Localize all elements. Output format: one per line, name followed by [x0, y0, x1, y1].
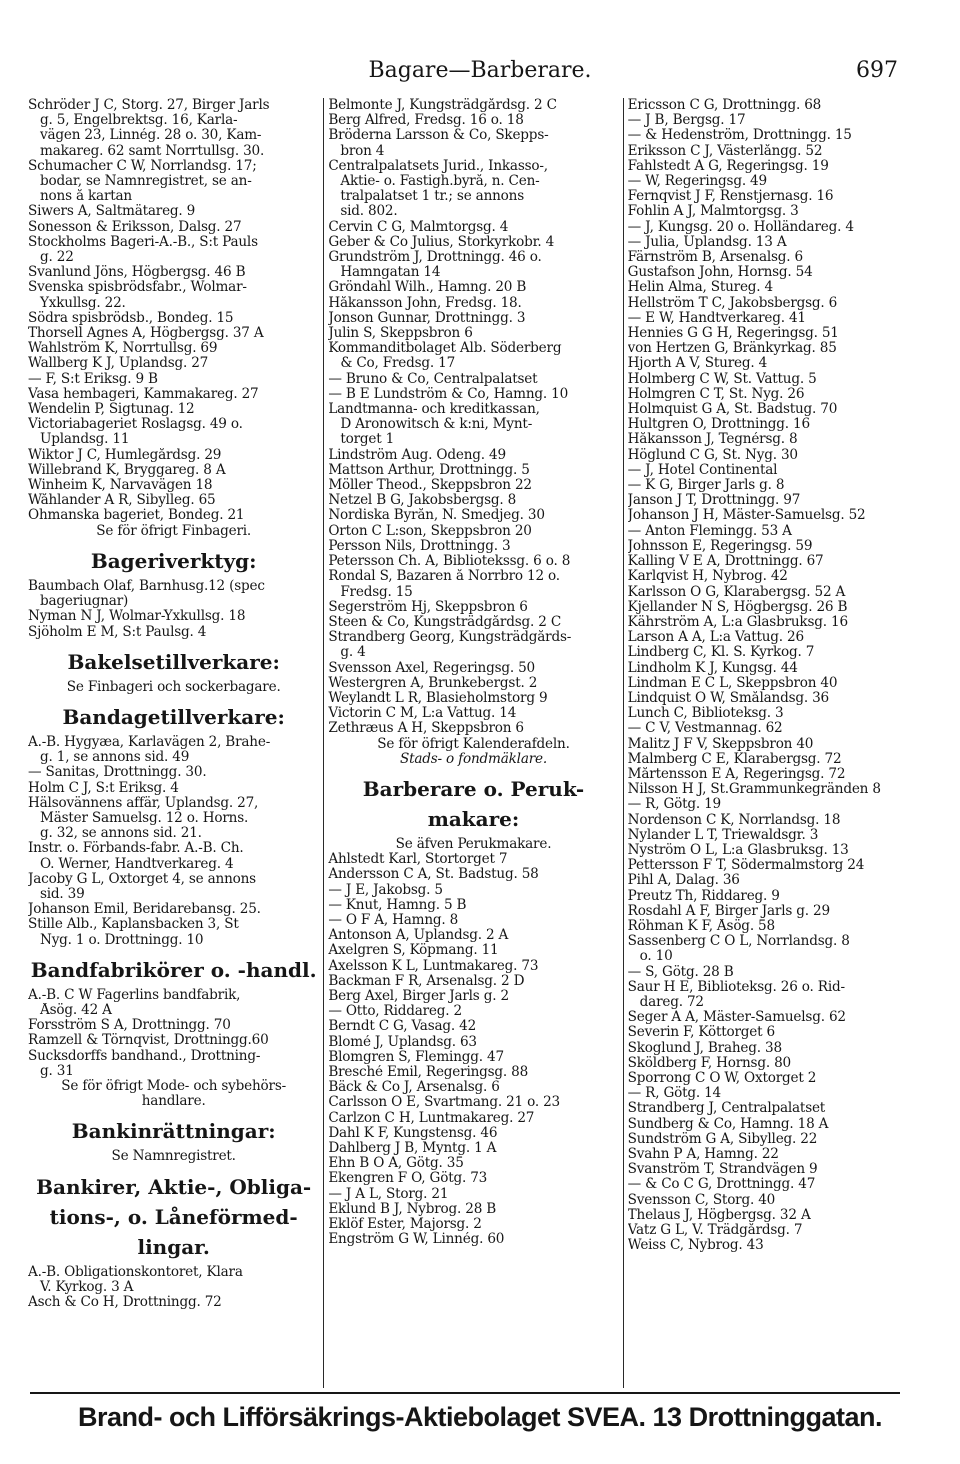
directory-entry: Bresché Emil, Regeringsg. 88 — [328, 1064, 529, 1080]
directory-entry: Nordiska Byrån, N. Smedjeg. 30 — [328, 508, 545, 524]
directory-entry: sid. 39 — [40, 886, 85, 902]
directory-entry: Sonesson & Eriksson, Dalsg. 27 — [28, 219, 242, 235]
directory-entry: Sköldberg F, Hornsg. 80 — [627, 1055, 791, 1071]
directory-entry: — J, Hotel Continental — [627, 462, 778, 478]
directory-entry: — O F A, Hamng. 8 — [328, 912, 459, 928]
directory-entry: Dahl K F, Kungstensg. 46 — [328, 1125, 498, 1141]
directory-entry: Weiss C, Nybrog. 43 — [627, 1238, 764, 1254]
directory-entry: Sundström G A, Sibylleg. 22 — [627, 1131, 818, 1147]
directory-entry: — S, Götg. 28 B — [627, 964, 734, 980]
directory-entry: Holmberg C W, St. Vattug. 5 — [627, 371, 817, 387]
directory-entry: handlare. — [141, 1094, 206, 1110]
directory-entry: Hamngatan 14 — [340, 265, 441, 281]
directory-entry: Kommanditbolaget Alb. Söderberg — [328, 341, 562, 357]
directory-entry: Grundström J, Drottningg. 46 o. — [328, 250, 542, 266]
directory-entry: dareg. 72 — [639, 994, 704, 1010]
directory-entry: Janson J T, Drottningg. 97 — [627, 493, 801, 509]
directory-entry: Wahlström K, Norrtullsg. 69 — [28, 341, 218, 357]
directory-entry: g. 1, se annons sid. 49 — [40, 750, 190, 766]
directory-entry: Nylander L T, Triewaldsgr. 3 — [627, 827, 819, 843]
section-heading: Bageriverktyg: — [90, 548, 257, 573]
directory-entry: Fernqvist J F, Renstjernasg. 16 — [627, 189, 834, 205]
directory-entry: Helin Alma, Stureg. 4 — [627, 280, 773, 296]
directory-entry: Hjorth A V, Stureg. 4 — [627, 356, 768, 372]
directory-entry: Centralpalatsets Jurid., Inkasso-, — [328, 158, 548, 174]
directory-entry: Röhman K F, Åsög. 58 — [627, 918, 775, 934]
directory-entry: Instr. o. Förbands-fabr. A.-B. Ch. — [28, 841, 244, 857]
directory-entry: Bröderna Larsson & Co, Skepps- — [328, 128, 549, 144]
directory-entry: Ahlstedt Karl, Stortorget 7 — [328, 852, 508, 868]
directory-entry: Landtmanna- och kreditkassan, — [328, 402, 540, 418]
directory-entry: sid. 802. — [340, 204, 398, 220]
directory-entry: Backman F R, Arsenalsg. 2 D — [328, 973, 525, 989]
directory-entry: Sassenberg C O L, Norrlandsg. 8 — [627, 934, 850, 950]
directory-entry: Vasa hembageri, Kammakareg. 27 — [28, 386, 259, 402]
directory-entry: — K G, Birger Jarls g. 8 — [627, 478, 785, 494]
directory-entry: Wallberg K J, Uplandsg. 27 — [28, 356, 209, 372]
directory-entry: Lindman E C L, Skeppsbron 40 — [627, 675, 838, 691]
section-heading: Bankinrättningar: — [71, 1119, 276, 1144]
directory-entry: Baumbach Olaf, Barnhusg.12 (spec — [28, 578, 265, 594]
directory-entry: Hälsovännens affär, Uplandsg. 27, — [28, 795, 259, 811]
directory-entry: Aktie- o. Fastigh.byrå, n. Cen- — [340, 174, 540, 190]
directory-entry: — F, S:t Eriksg. 9 B — [28, 371, 158, 387]
directory-entry: Svanström T, Strandvägen 9 — [627, 1162, 818, 1178]
directory-entry: Julin S, Skeppsbron 6 — [328, 326, 473, 342]
directory-entry: Stads- o fondmäklare. — [399, 751, 547, 767]
directory-entry: A.-B. C W Fagerlins bandfabrik, — [28, 987, 241, 1003]
section-heading: makare: — [427, 806, 520, 831]
directory-entry: — E W, Handtverkareg. 41 — [627, 310, 806, 326]
directory-entry: Wendelin P, Sigtunag. 12 — [28, 402, 195, 418]
directory-entry: Jacoby G L, Oxtorget 4, se annons — [28, 871, 256, 887]
directory-entry: Forsström S A, Drottningg. 70 — [28, 1018, 231, 1034]
directory-entry: Berg Axel, Birger Jarls g. 2 — [328, 988, 509, 1004]
directory-entry: Eklund B J, Nybrog. 28 B — [328, 1201, 497, 1217]
directory-entry: Lindholm K J, Kungsg. 44 — [627, 660, 798, 676]
directory-entry: Svahn P A, Hamng. 22 — [627, 1147, 779, 1163]
directory-entry: Rosdahl A F, Birger Jarls g. 29 — [627, 903, 830, 919]
directory-entry: Vatz G L, V. Trädgårdsg. 7 — [627, 1223, 803, 1239]
directory-entry: Malmberg C E, Klarabergsg. 72 — [627, 751, 842, 767]
directory-entry: — J, Kungsg. 20 o. Holländareg. 4 — [627, 219, 854, 235]
directory-entry: Sucksdorffs bandhand., Drottning- — [28, 1048, 261, 1064]
directory-entry: Wåhlander A R, Sibylleg. 65 — [28, 493, 216, 509]
directory-entry: Victorin C M, L:a Vattug. 14 — [328, 706, 517, 722]
section-heading: tions-, o. Låneförmed- — [49, 1204, 298, 1229]
directory-entry: Cervin C G, Malmtorgsg. 4 — [328, 219, 509, 235]
directory-entry: Nyström O L, L:a Glasbruksg. 13 — [627, 842, 849, 858]
directory-entry: nons å kartan — [40, 189, 132, 205]
directory-entry: Hennies G G H, Regeringsg. 51 — [627, 326, 839, 342]
directory-entry: Petersson Ch. A, Bibliotekssg. 6 o. 8 — [328, 554, 571, 570]
directory-entry: Ekengren F O, Götg. 73 — [328, 1171, 488, 1187]
section-heading: Bankirer, Aktie-, Obliga- — [36, 1174, 312, 1199]
directory-entry: Steen & Co, Kungsträdgårdsg. 2 C — [328, 614, 562, 630]
directory-entry: Kährström A, L:a Glasbruksg. 16 — [627, 614, 848, 630]
directory-entry: Lindström Aug. Odeng. 49 — [328, 447, 506, 463]
directory-entry: Sporrong C O W, Oxtorget 2 — [627, 1071, 817, 1086]
directory-entry: Nyman N J, Wolmar-Yxkullsg. 18 — [28, 609, 246, 625]
directory-entry: — Bruno & Co, Centralpalatset — [328, 371, 538, 387]
directory-entry: Willebrand K, Bryggareg. 8 A — [28, 462, 226, 478]
directory-entry: vägen 23, Linnég. 28 o. 30, Kam- — [40, 128, 262, 144]
section-heading: Bandagetillverkare: — [62, 704, 285, 729]
directory-entry: — & Co C G, Drottningg. 47 — [627, 1177, 816, 1193]
directory-entry: Se Finbageri och sockerbagare. — [66, 679, 281, 695]
directory-entry: Carlzon C H, Luntmakareg. 27 — [328, 1110, 535, 1126]
directory-entry: — Anton Flemingg. 53 A — [627, 523, 792, 539]
page-number: 697 — [856, 58, 898, 83]
directory-entry: Se för öfrigt Finbageri. — [96, 523, 252, 539]
directory-entry: Fohlin A J, Malmtorgsg. 3 — [627, 204, 799, 220]
directory-entry: Lindquist O W, Smålandsg. 36 — [627, 690, 829, 706]
column-right — [623, 98, 922, 1388]
directory-entry: Ericsson C G, Drottningg. 68 — [627, 98, 822, 113]
directory-entry: Siwers A, Saltmätareg. 9 — [28, 204, 196, 220]
directory-entry: Westergren A, Brunkebergst. 2 — [328, 675, 538, 691]
section-heading: Bakelsetillverkare: — [67, 649, 280, 674]
directory-entry: Carlsson O E, Svartmang. 21 o. 23 — [328, 1095, 560, 1111]
directory-entry: Pihl A, Dalag. 36 — [627, 873, 740, 889]
directory-entry: Åsög. 42 A — [40, 1002, 112, 1018]
directory-entry: Se för öfrigt Mode- och sybehörs- — [61, 1078, 287, 1094]
directory-entry: Thorsell Agnes A, Högbergsg. 37 A — [28, 326, 264, 342]
directory-entry: Skoglund J, Braheg. 38 — [627, 1040, 782, 1056]
directory-entry: bodar, se Namnregistret, se an- — [40, 174, 252, 190]
directory-entry: — J E, Jakobsg. 5 — [328, 882, 443, 898]
directory-entry: Stille Alb., Kaplansbacken 3, St — [28, 917, 239, 933]
directory-entry: Hellström T C, Jakobsbergsg. 6 — [627, 295, 838, 311]
directory-entry: Håkansson John, Fredsg. 18. — [328, 295, 522, 311]
directory-entry: g. 31 — [40, 1063, 74, 1079]
section-heading: Barberare o. Peruk- — [362, 776, 585, 801]
directory-entry: Södra spisbrödsb., Bondeg. 15 — [28, 310, 234, 326]
directory-entry: Se äfven Perukmakare. — [395, 836, 552, 852]
directory-entry: Eriksson C J, Västerlångg. 52 — [627, 143, 823, 159]
directory-entry: Lindberg C, Kl. S. Kyrkog. 7 — [627, 645, 815, 661]
column-middle — [323, 98, 622, 1388]
directory-entry: A.-B. Hygyæa, Karlavägen 2, Brahe- — [28, 734, 271, 750]
directory-entry: Färnström B, Arsenalsg. 6 — [627, 250, 803, 266]
directory-entry: Dahlberg J B, Myntg. 1 A — [328, 1141, 497, 1156]
column-left — [24, 98, 323, 1388]
directory-entry: Preutz Th, Riddareg. 9 — [627, 888, 780, 904]
directory-entry: Sundberg & Co, Hamng. 18 A — [627, 1116, 829, 1132]
directory-entry: — & Hedenström, Drottningg. 15 — [627, 128, 852, 144]
directory-entry: D Aronowitsch & k:ni, Mynt- — [340, 417, 533, 433]
directory-entry: — W, Regeringsg. 49 — [627, 174, 767, 190]
directory-entry: Se för öfrigt Kalenderafdeln. — [377, 736, 570, 752]
directory-entry: Orton C L:son, Skeppsbron 20 — [328, 523, 532, 539]
directory-entry: Andersson C A, St. Badstug. 58 — [328, 867, 539, 883]
directory-entry: Karlsson O G, Klarabergsg. 52 A — [627, 584, 846, 600]
directory-entry: Winheim K, Narvavägen 18 — [28, 478, 213, 494]
section-heading: Bandfabrikörer o. -handl. — [30, 957, 317, 982]
directory-entry: — R, Götg. 14 — [627, 1086, 721, 1102]
directory-entry: Seger A A, Mäster-Samuelsg. 62 — [627, 1010, 846, 1026]
directory-entry: g. 5, Engelbrektsg. 16, Karla- — [40, 113, 238, 129]
directory-entry: Karlqvist H, Nybrog. 42 — [627, 569, 788, 585]
directory-entry: Saur H E, Biblioteksg. 26 o. Rid- — [627, 979, 845, 995]
directory-entry: Blomé J, Uplandsg. 63 — [328, 1034, 477, 1050]
directory-entry: Johanson J H, Mäster-Samuelsg. 52 — [627, 508, 866, 524]
directory-entry: Lunch C, Biblioteksg. 3 — [627, 706, 784, 722]
directory-entry: — J A L, Storg. 21 — [328, 1186, 449, 1202]
directory-entry: Eklöf Ester, Majorsg. 2 — [328, 1217, 482, 1233]
directory-entry: & Co, Fredsg. 17 — [340, 356, 456, 372]
directory-entry: Svensson Axel, Regeringsg. 50 — [328, 660, 535, 676]
directory-entry: Öhmanska bageriet, Bondeg. 21 — [28, 508, 245, 524]
directory-entry: Kalling V E A, Drottningg. 67 — [627, 554, 824, 570]
directory-entry: Berg Alfred, Fredsg. 16 o. 18 — [328, 113, 524, 129]
directory-entry: — B E Lundström & Co, Hamng. 10 — [328, 386, 569, 402]
directory-entry: Håkansson J, Tegnérsg. 8 — [627, 432, 798, 448]
directory-entry: Holmquist G A, St. Badstug. 70 — [627, 402, 838, 418]
directory-entry: Svanlund Jöns, Högbergsg. 46 B — [28, 265, 246, 281]
directory-entry: g. 32, se annons sid. 21. — [40, 826, 202, 842]
directory-entry: Rondal S, Bazaren å Norrbro 12 o. — [328, 569, 560, 585]
directory-entry: O. Werner, Handtverkareg. 4 — [40, 856, 234, 872]
directory-entry: Johnsson E, Regeringsg. 59 — [627, 538, 813, 554]
directory-entry: Gröndahl Wilh., Hamng. 20 B — [328, 280, 527, 296]
directory-entry: Johanson Emil, Beridarebansg. 25. — [28, 902, 261, 918]
directory-entry: — Knut, Hamng. 5 B — [328, 897, 467, 913]
directory-columns — [24, 98, 922, 1388]
directory-entry: — Sanitas, Drottningg. 30. — [28, 765, 207, 781]
directory-entry: Bäck & Co J, Arsenalsg. 6 — [328, 1080, 500, 1096]
directory-entry: Schröder J C, Storg. 27, Birger Jarls — [28, 98, 270, 113]
directory-entry: Wiktor J C, Humlegårdsg. 29 — [28, 447, 222, 463]
footer-advertisement: Brand- och Lifförsäkrings-Aktiebolaget SVEA. 13 Drottninggatan. — [77, 1402, 883, 1432]
directory-entry: Axelgren S, Köpmang. 11 — [328, 943, 499, 959]
directory-entry: Se Namnregistret. — [111, 1149, 236, 1165]
directory-entry: Strandberg J, Centralpalatset — [627, 1101, 826, 1117]
directory-entry: Gustafson John, Hornsg. 54 — [627, 265, 813, 281]
directory-entry: Svenska spisbrödsfabr., Wolmar- — [28, 280, 247, 296]
directory-entry: von Hertzen G, Bränkyrkag. 85 — [627, 341, 837, 357]
directory-entry: Kjellander N S, Högbergsg. 26 B — [627, 599, 848, 615]
directory-entry: Blomgren S, Flemingg. 47 — [328, 1049, 504, 1065]
directory-entry: Svensson C, Storg. 40 — [627, 1192, 776, 1208]
directory-entry: Netzel B G, Jakobsbergsg. 8 — [328, 493, 517, 509]
section-heading: lingar. — [137, 1234, 210, 1259]
directory-entry: Severin F, Köttorget 6 — [627, 1025, 775, 1041]
directory-entry: Mårtensson E A, Regeringsg. 72 — [627, 766, 846, 782]
directory-entry: Strandberg Georg, Kungsträdgårds- — [328, 630, 572, 646]
directory-entry: Ramzell & Törnqvist, Drottningg.60 — [28, 1033, 269, 1049]
directory-entry: Jonson Gunnar, Drottningg. 3 — [328, 310, 526, 326]
directory-entry: Fahlstedt A G, Regeringsg. 19 — [627, 158, 829, 174]
directory-entry: Nordenson C K, Norrlandsg. 18 — [627, 812, 841, 828]
directory-entry: V. Kyrkog. 3 A — [40, 1279, 134, 1295]
directory-entry: A.-B. Obligationskontoret, Klara — [28, 1264, 243, 1280]
directory-entry: bageriugnar) — [40, 594, 129, 610]
directory-entry: Geber & Co Julius, Storkyrkobr. 4 — [328, 234, 555, 250]
directory-entry: Pettersson F T, Södermalmstorg 24 — [627, 858, 865, 874]
directory-entry: Yxkullsg. 22. — [40, 295, 126, 311]
directory-entry: — R, Götg. 19 — [627, 797, 721, 813]
directory-entry: Möller Theod., Skeppsbron 22 — [328, 478, 532, 494]
footer-divider — [30, 1392, 900, 1394]
directory-entry: torget 1 — [340, 432, 395, 448]
directory-entry: Fredsg. 15 — [340, 584, 413, 600]
directory-entry: Nilsson H J, St.Grammunkegränden 8 — [627, 782, 881, 798]
directory-entry: Antonson A, Uplandsg. 2 A — [328, 928, 509, 944]
directory-entry: Holmgren C T, St. Nyg. 26 — [627, 386, 805, 402]
directory-entry: Holm C J, S:t Eriksg. 4 — [28, 780, 179, 796]
directory-entry: Asch & Co H, Drottningg. 72 — [28, 1294, 222, 1310]
directory-entry: Axelsson K L, Luntmakareg. 73 — [328, 958, 539, 974]
directory-entry: Larson A A, L:a Vattug. 26 — [627, 630, 804, 646]
directory-entry: Segerström Hj, Skeppsbron 6 — [328, 599, 528, 615]
directory-entry: Sjöholm E M, S:t Paulsg. 4 — [28, 624, 207, 640]
directory-entry: g. 22 — [40, 250, 74, 266]
directory-entry: Berndt C G, Vasag. 42 — [328, 1019, 477, 1035]
directory-entry: bron 4 — [340, 143, 385, 159]
directory-entry: Mattson Arthur, Drottningg. 5 — [328, 462, 530, 478]
directory-entry: Nyg. 1 o. Drottningg. 10 — [40, 932, 204, 948]
directory-entry: g. 4 — [340, 645, 366, 661]
directory-entry: Persson Nils, Drottningg. 3 — [328, 538, 511, 554]
directory-entry: makareg. 62 samt Norrtullsg. 30. — [40, 143, 265, 159]
directory-entry: tralpalatset 1 tr.; se annons — [340, 189, 524, 205]
directory-entry: — J B, Bergsg. 17 — [627, 113, 746, 129]
directory-entry: Ehn B O A, Götg. 35 — [328, 1156, 464, 1172]
directory-entry: Victoriabageriet Roslagsg. 49 o. — [28, 417, 243, 433]
page-header — [0, 58, 960, 98]
directory-entry: — Julia, Uplandsg. 13 A — [627, 234, 787, 250]
directory-entry: — Otto, Riddareg. 2 — [328, 1004, 462, 1020]
directory-entry: Hultgren O, Drottningg. 16 — [627, 417, 810, 433]
directory-entry: — C V, Vestmannag. 62 — [627, 721, 783, 737]
directory-entry: Mäster Samuelsg. 12 o. Horns. — [40, 810, 249, 826]
directory-entry: Malitz J F V, Skeppsbron 40 — [627, 736, 814, 752]
directory-entry: Schumacher C W, Norrlandsg. 17; — [28, 158, 257, 174]
directory-entry: Höglund C G, St. Nyg. 30 — [627, 447, 798, 463]
directory-entry: Engström G W, Linnég. 60 — [328, 1232, 505, 1248]
page-title: Bagare—Barberare. — [368, 58, 592, 83]
directory-entry: Uplandsg. 11 — [40, 432, 130, 448]
directory-entry: Weylandt L R, Blasieholmstorg 9 — [328, 690, 548, 706]
directory-entry: Thelaus J, Högbergsg. 32 A — [627, 1207, 811, 1223]
directory-entry: Belmonte J, Kungsträdgårdsg. 2 C — [328, 98, 557, 113]
directory-entry: Stockholms Bageri-A.-B., S:t Pauls — [28, 234, 258, 250]
directory-entry: Zethræus A H, Skeppsbron 6 — [328, 721, 524, 737]
directory-entry: o. 10 — [639, 949, 673, 965]
